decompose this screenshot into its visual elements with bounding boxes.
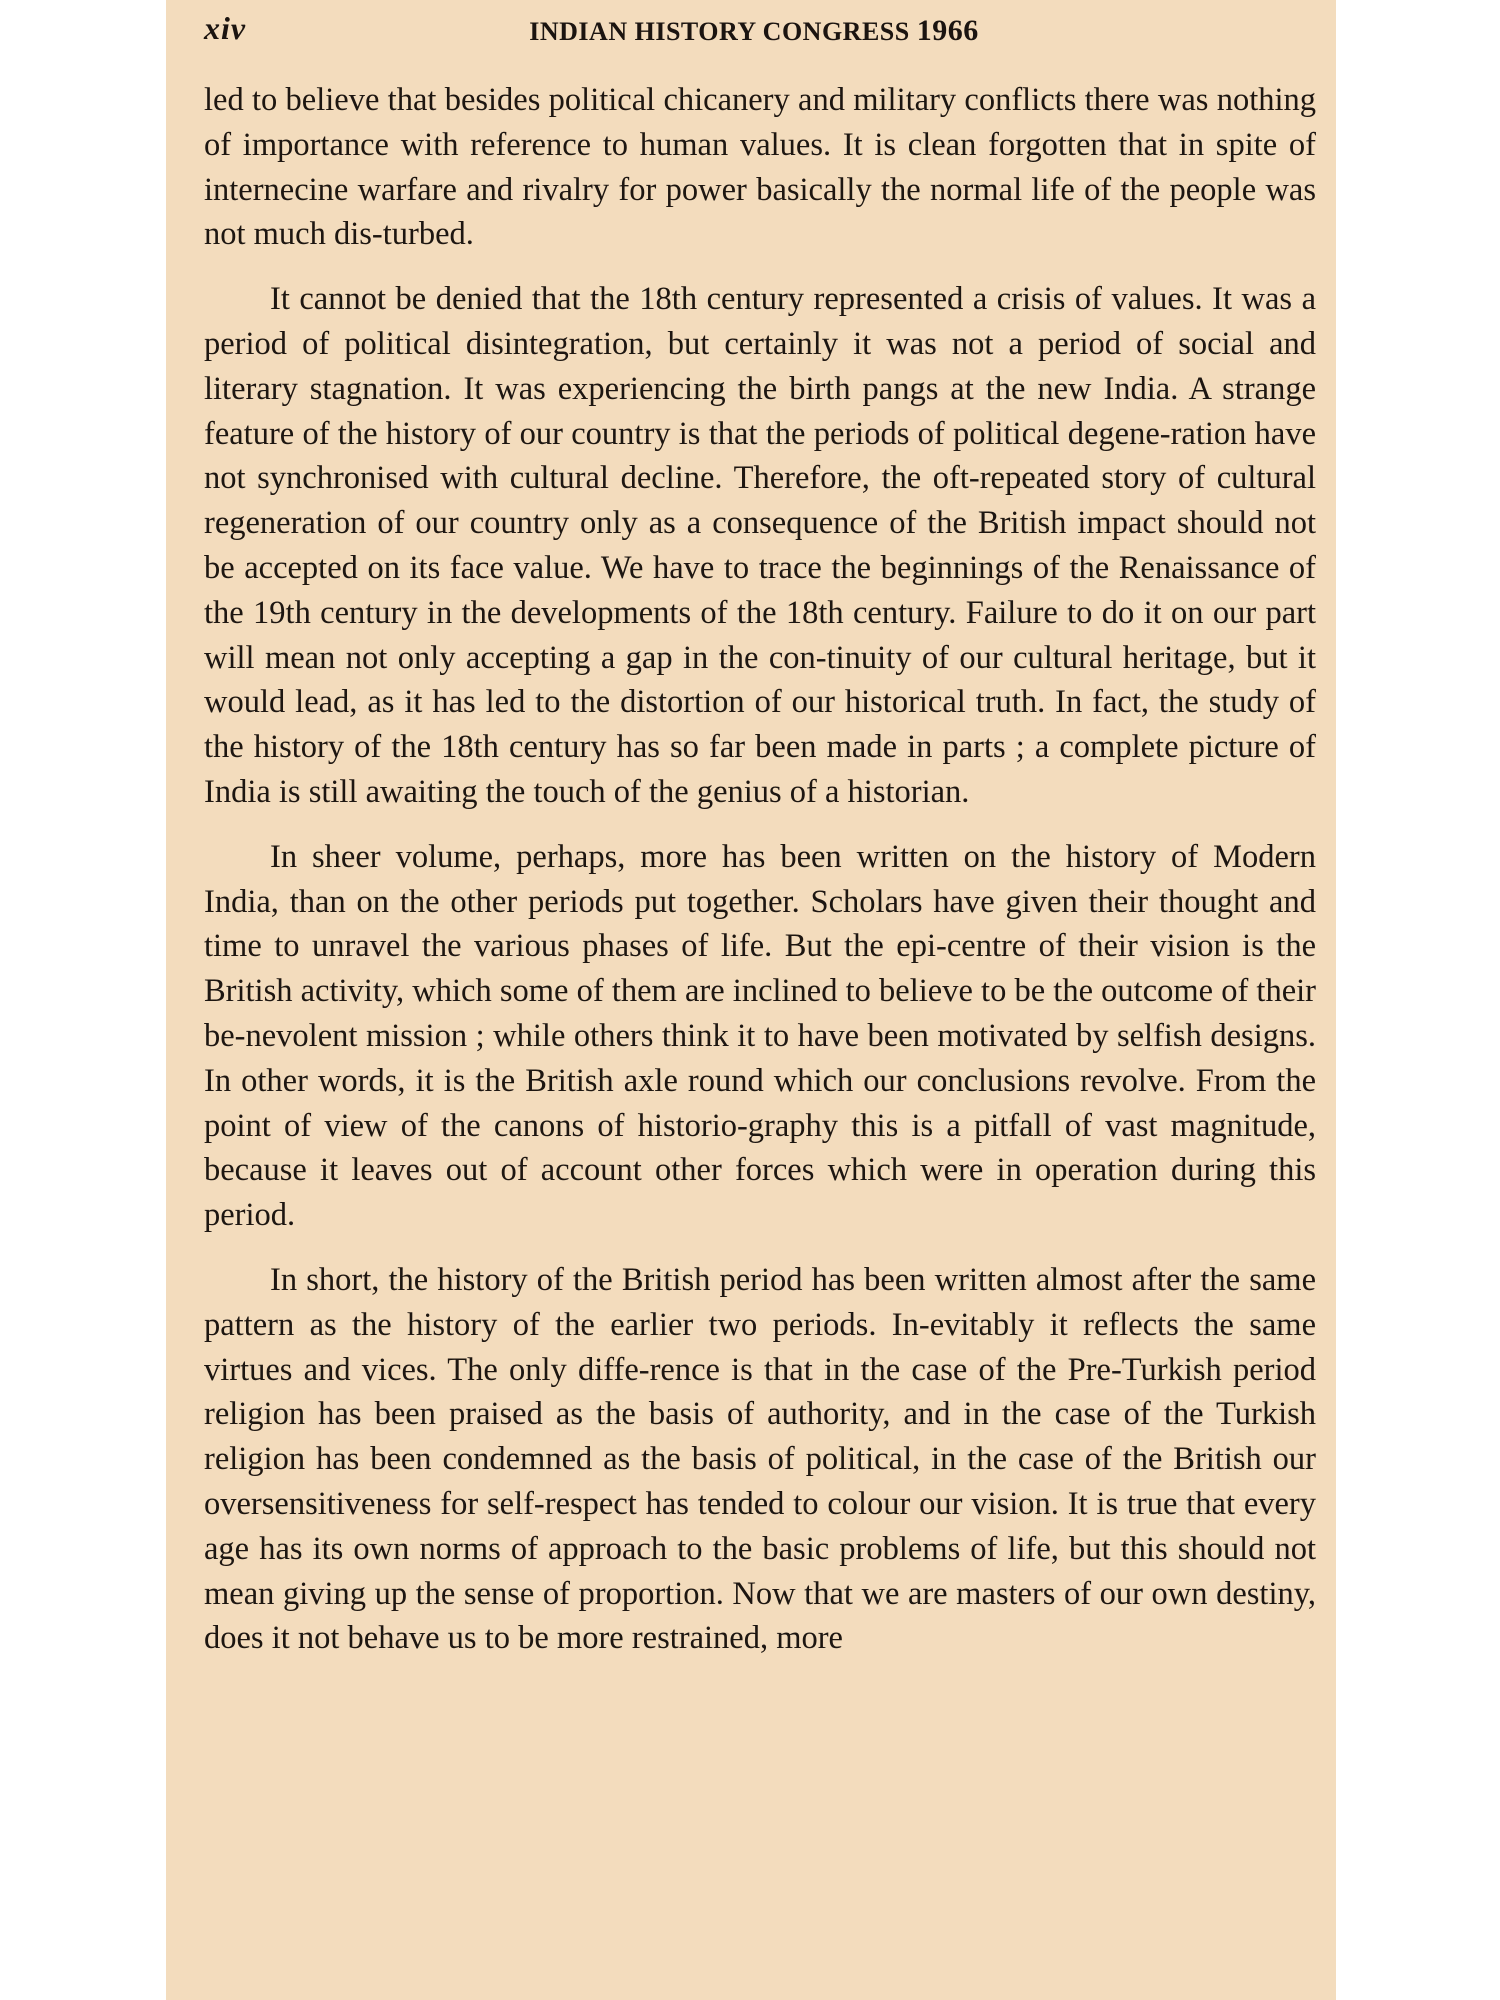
body-text xyxy=(204,78,1316,1681)
paragraph-1: led to believe that besides political chicanery and military conflicts there was nothing of importance with reference to human values. It is clean forgotten that in spite of internecine warfare and rivalry for power basically the normal life of the people was not much dis-turbed. xyxy=(204,82,1316,253)
running-title-year: 1966 xyxy=(916,14,979,47)
paragraph-3: In sheer volume, perhaps, more has been written on the history of Modern India, than on the other periods put together. Scholars have given their thought and time to unravel the various phases of life. But the epi-centre of their vision is the British activity, which some of them are inclined to believe to be the outcome of their be-nevolent mission ; while others think it to have been motivated by selfish designs. In other words, it is the British axle round which our conclusions revolve. From the point of view of the canons of historio-graphy this is a pitfall of vast magnitude, because it leaves out of account other forces which were in operation during this period. xyxy=(204,838,1316,1234)
paragraph-4: In short, the history of the British period has been written almost after the same pattern as the history of the earlier two periods. In-evitably it reflects the same virtues and vices. The only diffe-rence is that in the case of the Pre-Turkish period religion has been praised as the basis of authority, and in the case of the Turkish religion has been condemned as the basis of political, in the case of the British our oversensitiveness for self-respect has tended to colour our vision. It is true that every age has its own norms of approach to the basic problems of life, but this should not mean giving up the sense of proportion. Now that we are masters of our own destiny, does it not behave us to be more restrained, more xyxy=(204,1261,1316,1657)
running-title xyxy=(204,14,1304,48)
paragraph-2: It cannot be denied that the 18th century represented a crisis of values. It was a period of political disintegration, but certainly it was not a period of social and literary stagnation. It was experiencing the birth pangs at the new India. A strange feature of the history of our country is that the periods of political degene-ration have not synchronised with cultural decline. Therefore, the oft-repeated story of cultural regeneration of our country only as a consequence of the British impact should not be accepted on its face value. We have to trace the beginnings of the Renaissance of the 19th century in the developments of the 18th century. Failure to do it on our part will mean not only accepting a gap in the con-tinuity of our cultural heritage, but it would lead, as it has led to the distortion of our historical truth. In fact, the study of the history of the 18th century has so far been made in parts ; a complete picture of India is still awaiting the touch of the genius of a historian. xyxy=(204,281,1316,810)
running-title-text: INDIAN HISTORY CONGRESS xyxy=(529,17,910,46)
page-number: xiv xyxy=(204,10,247,46)
page-header xyxy=(204,10,1304,60)
book-page xyxy=(166,0,1336,2000)
